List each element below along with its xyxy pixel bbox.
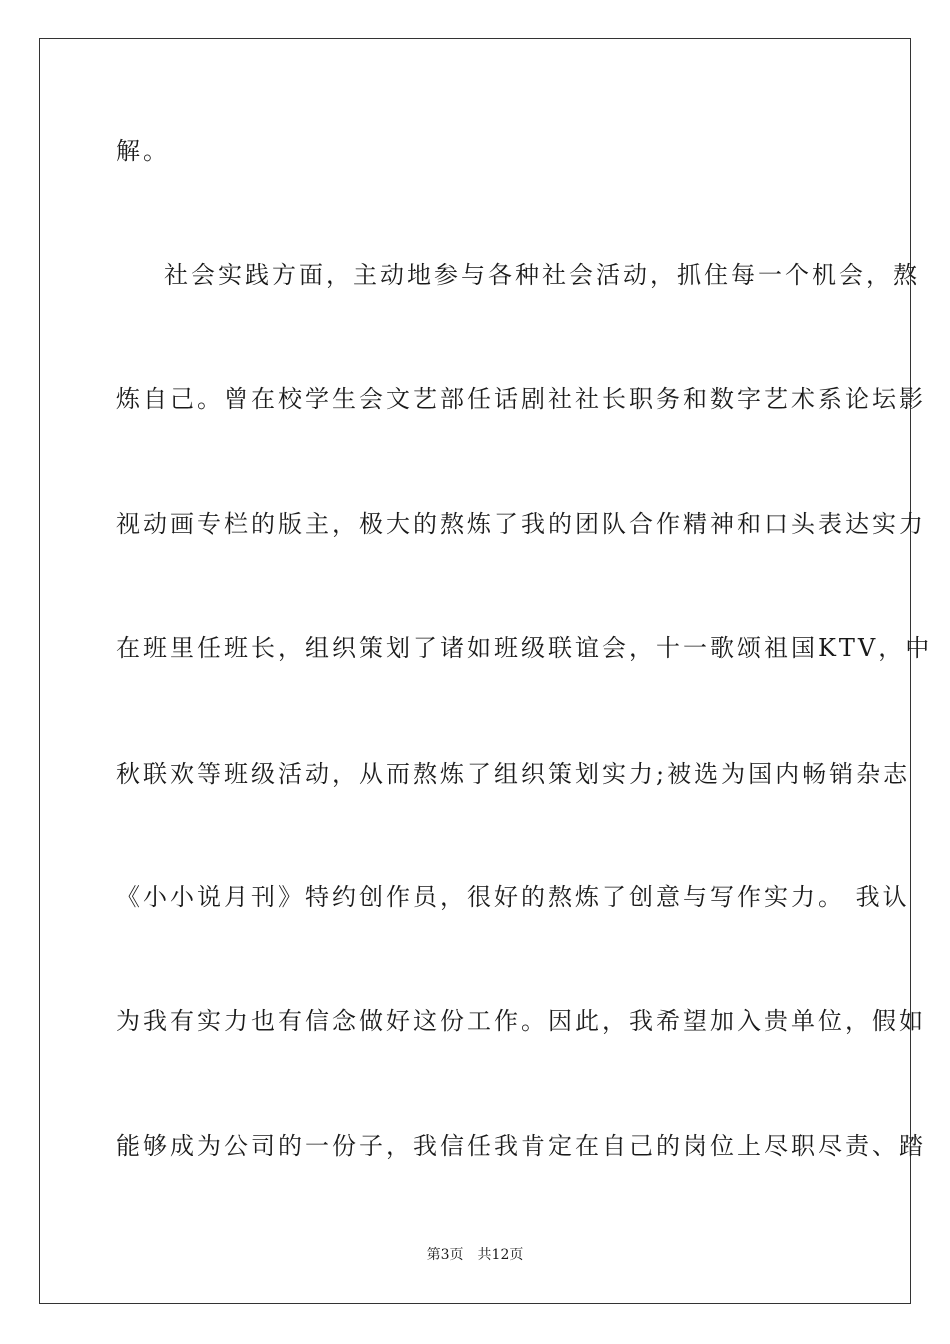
page-number: 第3页 — [426, 1247, 464, 1263]
text-line-1: 解。 — [116, 137, 170, 165]
text-line-3: 炼自己。曾在校学生会文艺部任话剧社社长职务和数字艺术系论坛影 — [116, 385, 926, 413]
text-line-2: 社会实践方面，主动地参与各种社会活动，抓住每一个机会，熬 — [164, 261, 920, 289]
text-line-7: 《小小说月刊》特约创作员，很好的熬炼了创意与写作实力。 我认 — [116, 883, 910, 911]
text-line-8: 为我有实力也有信念做好这份工作。因此，我希望加入贵单位，假如 — [116, 1007, 926, 1035]
page-footer — [0, 1246, 950, 1264]
page-border — [39, 38, 933, 1304]
text-line-4: 视动画专栏的版主，极大的熬炼了我的团队合作精神和口头表达实力 — [116, 510, 926, 538]
text-line-6: 秋联欢等班级活动，从而熬炼了组织策划实力;被选为国内畅销杂志 — [116, 760, 911, 788]
text-line-5: 在班里任班长，组织策划了诸如班级联谊会，十一歌颂祖国KTV，中 — [116, 634, 933, 662]
page-total: 共12页 — [477, 1247, 524, 1263]
text-line-9: 能够成为公司的一份子，我信任我肯定在自己的岗位上尽职尽责、踏 — [116, 1132, 926, 1160]
